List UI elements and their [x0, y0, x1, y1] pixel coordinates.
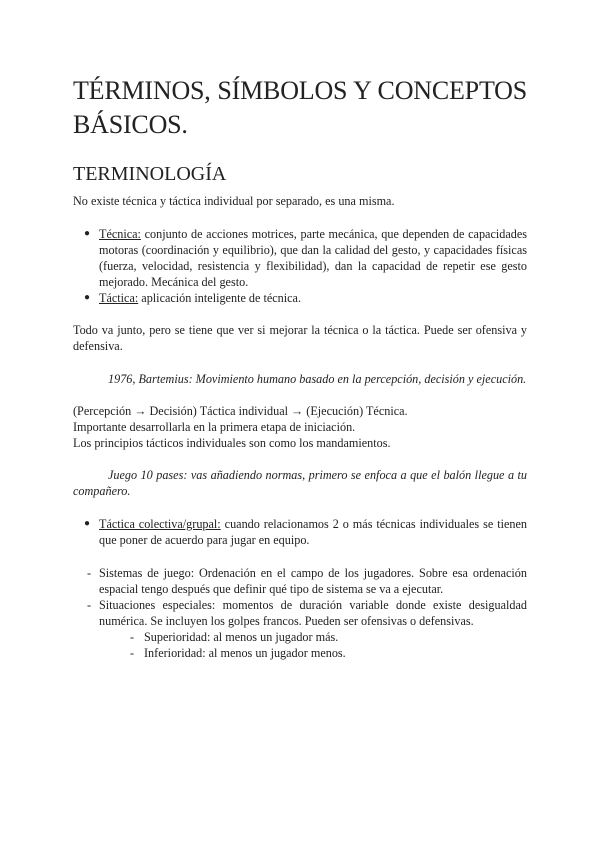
sub-dash-list [130, 629, 527, 661]
quote-juego: Juego 10 pases: vas añadiendo normas, primero se enfoca a que el balón llegue a tu compañero. [73, 468, 527, 498]
document-title: TÉRMINOS, SÍMBOLOS Y CONCEPTOS BÁSICOS. [73, 76, 527, 139]
concept-list [84, 226, 527, 306]
quote-bartemius: 1976, Bartemius: Movimiento humano basado en la percepción, decisión y ejecución. [108, 372, 527, 386]
term-colectiva: Táctica colectiva/grupal: [99, 517, 221, 531]
dash-list [87, 565, 527, 629]
section-title: TERMINOLOGÍA [73, 163, 227, 185]
definition-colectiva: cuando relacionamos 2 o más técnicas individuales se tienen que poner de acuerdo para jugar en equipo. [99, 517, 527, 547]
definition-tecnica: conjunto de acciones motrices, parte mecánica, que dependen de capacidades motoras (coordinación y equilibrio), que dan la calidad del gesto, y capacidades físicas (fuerza, velocidad, resistencia y flexibilidad), dan la capacidad de repetir ese gesto mejorado. Mecánica del gesto. [99, 227, 527, 289]
definition-tactica: aplicación inteligente de técnica. [138, 291, 302, 305]
dash-item-text: Sistemas de juego: Ordenación en el campo de los jugadores. Sobre esa ordenación espacial tengo después que definir qué tipo de sistema se va a ejecutar. [99, 566, 527, 596]
note-line: (Percepción → Decisión) Táctica individual → (Ejecución) Técnica. [73, 404, 408, 418]
dash-item-sistemas [87, 565, 527, 597]
collective-list [84, 516, 527, 548]
note-line: Importante desarrollarla en la primera etapa de iniciación. [73, 420, 356, 434]
paragraph-together: Todo va junto, pero se tiene que ver si mejorar la técnica o la táctica. Puede ser ofensiva y defensiva. [73, 323, 527, 353]
bullet-icon: ● [84, 292, 91, 303]
dash-icon: - [87, 598, 92, 612]
note-line: Los principios tácticos individuales son como los mandamientos. [73, 436, 391, 450]
bullet-icon: ● [84, 228, 91, 239]
list-item-tecnica [84, 226, 527, 290]
dash-icon: - [87, 566, 92, 580]
dash-item-situaciones [87, 597, 527, 629]
sub-dash-item-superioridad [130, 629, 527, 645]
list-item-colectiva [84, 516, 527, 548]
dash-icon: - [130, 630, 135, 644]
bullet-icon: ● [84, 518, 91, 529]
notes-block [73, 403, 527, 451]
term-tactica: Táctica: [99, 291, 139, 305]
sub-dash-item-inferioridad [130, 645, 527, 661]
sub-dash-item-text: Superioridad: al menos un jugador más. [144, 630, 339, 644]
dash-item-text: Situaciones especiales: momentos de duración variable donde existe desigualdad numérica. Se incluyen los golpes francos. Pueden ser ofensivas o defensivas. [99, 598, 527, 628]
term-tecnica: Técnica: [99, 227, 141, 241]
dash-icon: - [130, 646, 135, 660]
list-item-tactica [84, 290, 527, 306]
sub-dash-item-text: Inferioridad: al menos un jugador menos. [144, 646, 346, 660]
intro-paragraph: No existe técnica y táctica individual por separado, es una misma. [73, 194, 395, 208]
